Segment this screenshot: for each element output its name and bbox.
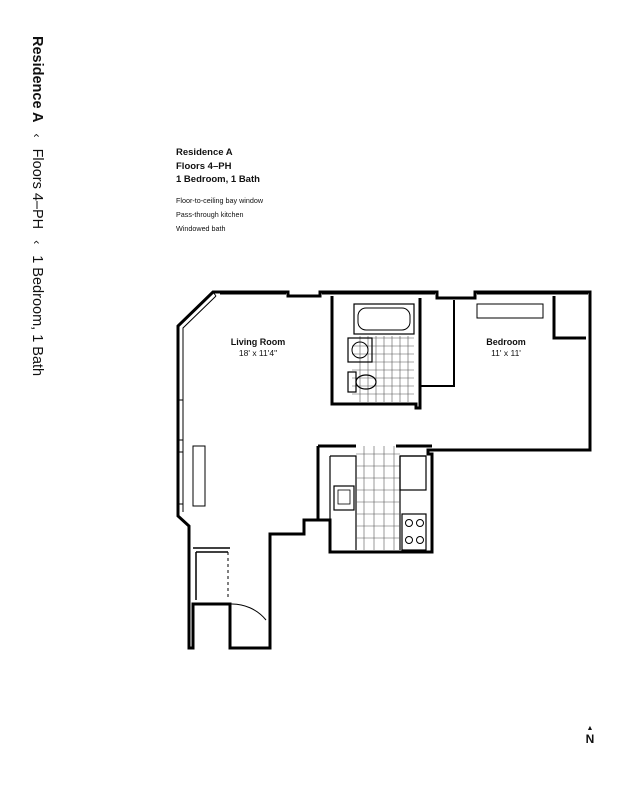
info-floors: Floors 4–PH — [176, 160, 232, 172]
bedroom-label — [474, 337, 538, 359]
kitchen-counter — [330, 456, 426, 550]
refrigerator — [400, 456, 426, 490]
bathtub-basin — [358, 308, 410, 330]
feature-item: Floor-to-ceiling bay window — [176, 195, 264, 205]
chevron-separator-icon: ‹ — [30, 133, 44, 138]
side-title-residence: Residence A — [29, 36, 45, 123]
bay-window — [183, 292, 216, 512]
burner — [406, 537, 413, 544]
living-room-label — [222, 337, 294, 359]
burner — [406, 520, 413, 527]
column — [554, 296, 586, 338]
compass — [583, 725, 597, 746]
info-type: 1 Bedroom, 1 Bath — [176, 174, 260, 185]
toilet-bowl — [356, 375, 376, 389]
feature-item: Pass-through kitchen — [176, 209, 244, 219]
entry-closet — [193, 548, 230, 600]
living-room-name: Living Room — [230, 337, 286, 347]
burner — [417, 520, 424, 527]
bedroom-name: Bedroom — [486, 337, 526, 347]
bedroom-closet — [477, 304, 543, 318]
north-label: N — [585, 732, 595, 746]
window-pane — [179, 400, 183, 440]
living-room-dims: 18' x 11'4" — [238, 348, 278, 358]
info-residence: Residence A — [176, 147, 233, 158]
side-title-type: 1 Bedroom, 1 Bath — [29, 255, 45, 377]
bath-partition — [420, 300, 454, 386]
side-title-floors: Floors 4–PH — [29, 148, 45, 230]
bath-tile-grid — [352, 336, 414, 402]
feature-item: Windowed bath — [176, 223, 226, 233]
entry-door — [230, 604, 266, 648]
kitchen-wall — [318, 446, 432, 520]
bedroom-dims: 11' x 11' — [491, 348, 521, 358]
toilet-tank — [348, 372, 356, 392]
burner — [417, 537, 424, 544]
stove — [402, 514, 426, 550]
kitchen-sink-basin — [338, 490, 350, 504]
north-arrow-icon: ▲ — [586, 725, 594, 732]
console — [193, 446, 205, 506]
chevron-separator-icon: ‹ — [30, 240, 44, 245]
kitchen-tile-grid — [356, 446, 400, 550]
window-pane — [179, 452, 183, 504]
